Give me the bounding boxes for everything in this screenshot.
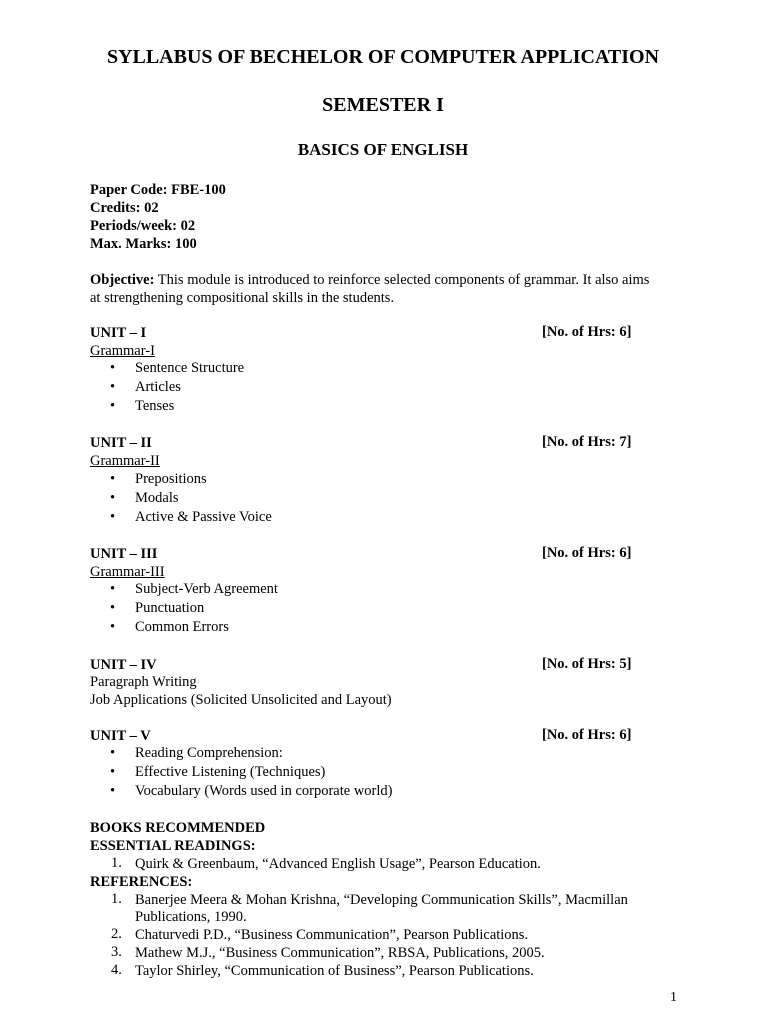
paper-code: Paper Code: FBE-100 bbox=[90, 182, 226, 198]
credits: Credits: 02 bbox=[90, 200, 159, 216]
list-number: 4. bbox=[111, 962, 122, 978]
list-number: 2. bbox=[111, 926, 122, 942]
essential-readings-heading: ESSENTIAL READINGS: bbox=[90, 838, 256, 854]
unit-title: UNIT – IV bbox=[90, 657, 157, 673]
unit-hours: [No. of Hrs: 5] bbox=[542, 656, 632, 672]
bullet: • bbox=[110, 398, 116, 414]
reference-item-continued: Publications, 1990. bbox=[135, 909, 247, 925]
objective-text-1: This module is introduced to reinforce selected components of grammar. It also aims bbox=[154, 272, 650, 288]
subject-heading: BASICS OF ENGLISH bbox=[297, 140, 469, 159]
unit-line: Job Applications (Solicited Unsolicited and Layout) bbox=[90, 692, 392, 708]
unit-hours: [No. of Hrs: 6] bbox=[542, 727, 632, 743]
list-item: Tenses bbox=[135, 398, 175, 414]
list-item: Punctuation bbox=[135, 600, 205, 616]
reference-item: Chaturvedi P.D., “Business Communication”, Pearson Publications. bbox=[135, 927, 529, 943]
unit-title: UNIT – II bbox=[90, 435, 152, 451]
list-item: Common Errors bbox=[135, 619, 229, 635]
bullet: • bbox=[110, 600, 116, 616]
books-heading: BOOKS RECOMMENDED bbox=[90, 820, 266, 836]
reference-item: Mathew M.J., “Business Communication”, RBSA, Publications, 2005. bbox=[135, 945, 545, 961]
references-heading: REFERENCES: bbox=[90, 874, 193, 890]
objective-line-1 bbox=[90, 271, 649, 289]
max-marks: Max. Marks: 100 bbox=[90, 236, 197, 252]
periods-per-week: Periods/week: 02 bbox=[90, 218, 196, 234]
unit-hours: [No. of Hrs: 6] bbox=[542, 545, 632, 561]
list-item: Sentence Structure bbox=[135, 360, 245, 376]
bullet: • bbox=[110, 619, 116, 635]
reference-item: Banerjee Meera & Mohan Krishna, “Developing Communication Skills”, Macmillan bbox=[135, 892, 628, 908]
unit-title: UNIT – V bbox=[90, 728, 151, 744]
bullet: • bbox=[110, 379, 116, 395]
list-number: 3. bbox=[111, 944, 122, 960]
list-item: Effective Listening (Techniques) bbox=[135, 764, 326, 780]
bullet: • bbox=[110, 745, 116, 761]
unit-heading: Grammar-I bbox=[90, 343, 155, 359]
bullet: • bbox=[110, 783, 116, 799]
unit-heading: Grammar-III bbox=[90, 564, 165, 580]
unit-title: UNIT – I bbox=[90, 325, 147, 341]
list-item: Reading Comprehension: bbox=[135, 745, 283, 761]
list-item: Vocabulary (Words used in corporate world) bbox=[135, 783, 393, 799]
bullet: • bbox=[110, 471, 116, 487]
essential-reading-item: Quirk & Greenbaum, “Advanced English Usage”, Pearson Education. bbox=[135, 856, 541, 872]
reference-item: Taylor Shirley, “Communication of Business”, Pearson Publications. bbox=[135, 963, 534, 979]
unit-hours: [No. of Hrs: 6] bbox=[542, 324, 632, 340]
bullet: • bbox=[110, 490, 116, 506]
list-number: 1. bbox=[111, 855, 122, 871]
list-item: Prepositions bbox=[135, 471, 207, 487]
unit-heading: Grammar-II bbox=[90, 453, 160, 469]
bullet: • bbox=[110, 581, 116, 597]
list-item: Articles bbox=[135, 379, 181, 395]
unit-line: Paragraph Writing bbox=[90, 674, 197, 690]
unit-title: UNIT – III bbox=[90, 546, 158, 562]
bullet: • bbox=[110, 360, 116, 376]
list-item: Subject-Verb Agreement bbox=[135, 581, 278, 597]
bullet: • bbox=[110, 764, 116, 780]
list-number: 1. bbox=[111, 891, 122, 907]
semester-heading: SEMESTER I bbox=[322, 94, 444, 116]
page-number: 1 bbox=[670, 990, 677, 1005]
list-item: Modals bbox=[135, 490, 179, 506]
document-title: SYLLABUS OF BECHELOR OF COMPUTER APPLICATION bbox=[106, 46, 660, 68]
bullet: • bbox=[110, 509, 116, 525]
objective-line-2: at strengthening compositional skills in the students. bbox=[90, 290, 395, 306]
unit-hours: [No. of Hrs: 7] bbox=[542, 434, 632, 450]
list-item: Active & Passive Voice bbox=[135, 509, 272, 525]
objective-label: Objective: bbox=[90, 272, 155, 288]
